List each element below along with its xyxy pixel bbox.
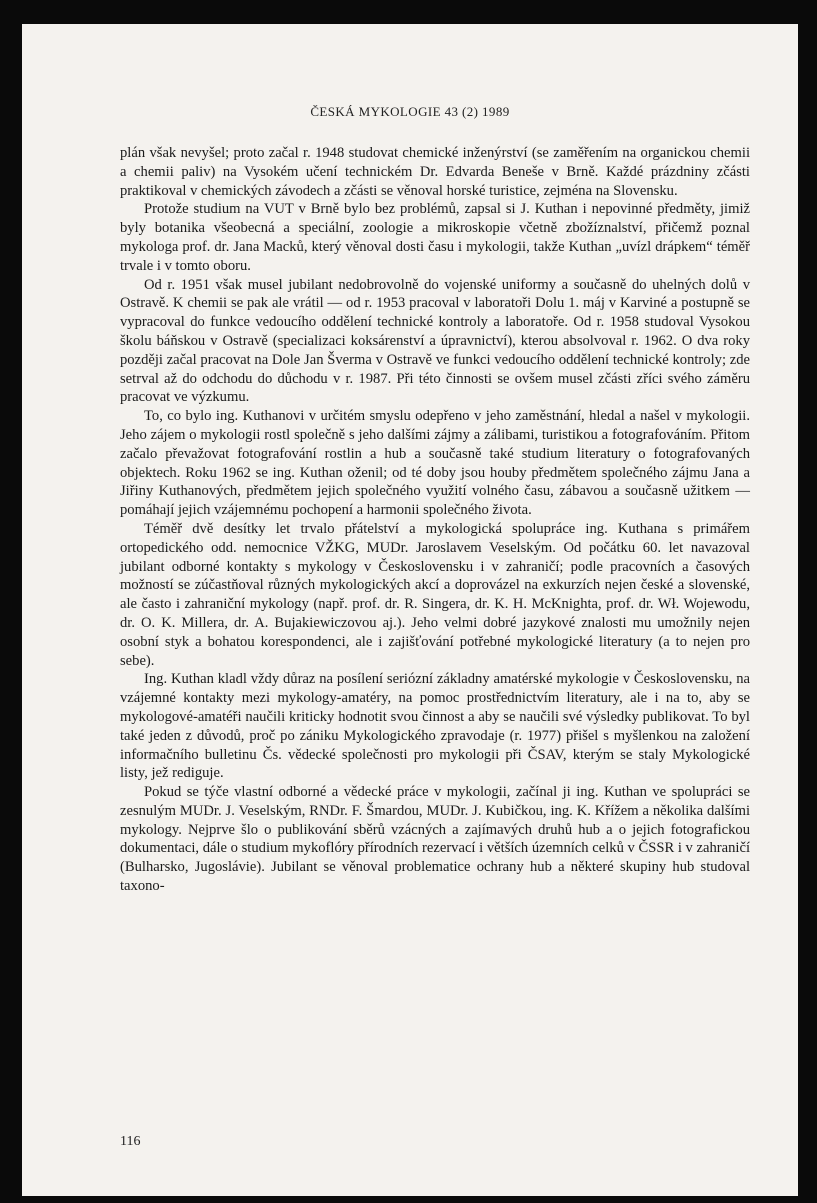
paragraph: To, co bylo ing. Kuthanovi v určitém smyslu odepřeno v jeho zaměstnání, hledal a našel v mykologii. Jeho zájem o mykologii rostl společně s jeho dalšími zájmy a zálibami, turistikou a fotografováním. Přitom začalo převažovat fotografování rostlin a hub a současně také studium literatury o fotografovaných objektech. Roku 1962 se ing. Kuthan oženil; od té doby jsou houby předmětem společného zájmu Jana a Jiřiny Kuthanových, předmětem jejich společného využití volného času, zábavou a současně užitkem — pomáhají jejich vzájemnému pochopení a harmonii společného života.	[120, 408, 750, 519]
paragraph: Od r. 1951 však musel jubilant nedobrovolně do vojenské uniformy a současně do uhelných dolů v Ostravě. K chemii se pak ale vrátil — od r. 1953 pracoval v laboratoři Dolu 1. máj v Karviné a postupně se vypracoval do funkce vedoucího oddělení technické kontroly a laboratoře. Od r. 1958 studoval Vysokou školu báňskou v Ostravě (specializaci koksárenství a úpravnictví), kterou absolvoval r. 1962. O dva roky později začal pracovat na Dole Jan Šverma v Ostravě ve funkci vedoucího oddělení technické kontroly; zde setrval až do odchodu do důchodu v r. 1987. Při této činnosti se ovšem musel zčásti zříci svého záměru pracovat ve výzkumu.	[120, 276, 750, 406]
paragraph: Téměř dvě desítky let trvalo přátelství a mykologická spolupráce ing. Kuthana s primářem ortopedického odd. nemocnice VŽKG, MUDr. Jaroslavem Veselským. Od počátku 60. let navazoval jubilant odborné kontakty s mykology v Československu i v zahraničí; podle pracovních a časových možností se zúčastňoval různých mykologických akcí a doprovázel na exkurzích nejen české a slovenské, ale často i zahraniční mykology (např. prof. dr. R. Singera, dr. K. H. McKnighta, prof. dr. Wł. Wojewodu, dr. O. K. Millera, dr. A. Bujakiewiczovou aj.). Jeho velmi dobré jazykové znalosti mu umožnily nejen osobní styk a bohatou korespondenci, ale i zajišťování potřebné mykologické literatury (a to nejen pro sebe).	[120, 520, 750, 669]
paragraph: Ing. Kuthan kladl vždy důraz na posílení seriózní základny amatérské mykologie v Československu, na vzájemné kontakty mezi mykology-amatéry, na pomoc prostřednictvím literatury, ale i na to, aby se mykologové-amatéři naučili kriticky hodnotit svou činnost a aby se naučili své výsledky publikovat. To byl také jeden z důvodů, proč po zániku Mykologického zpravodaje (r. 1977) přišel s myšlenkou na založení informačního bulletinu Čs. vědecké společnosti pro mykologii při ČSAV, kterým se staly Mykologické listy, jež rediguje.	[120, 671, 750, 782]
paragraph: Pokud se týče vlastní odborné a vědecké práce v mykologii, začínal ji ing. Kuthan ve spolupráci se zesnulým MUDr. J. Veselským, RNDr. F. Šmardou, MUDr. J. Kubičkou, ing. K. Křížem a několika dalšími mykology. Nejprve šlo o publikování sběrů vzácných a zajímavých druhů hub a o jejich fotografickou dokumentaci, dále o studium mykoflóry přírodních rezervací i větších územních celků v ČSSR i v zahraničí (Bulharsko, Jugoslávie). Jubilant se věnoval problematice ochrany hub a některé skupiny hub studoval taxono-	[120, 784, 750, 895]
page-sheet	[22, 24, 798, 1196]
paragraph: plán však nevyšel; proto začal r. 1948 studovat chemické inženýrství (se zaměřením na organickou chemii a chemii paliv) na Vysokém učení technickém Dr. Edvarda Beneše v Brně. Každé prázdniny zčásti praktikoval v chemických závodech a zčásti se věnoval horské turistice, zejména na Slovensku.	[120, 145, 750, 199]
page-number: 116	[120, 1134, 141, 1149]
paragraph: Protože studium na VUT v Brně bylo bez problémů, zapsal si J. Kuthan i nepovinné předměty, jimiž byly botanika všeobecná a speciální, zoologie a mikroskopie včetně zbožíznalství, přičemž poznal mykologa prof. dr. Jana Macků, který věnoval dosti času i mykologii, takže Kuthan „uvízl drápkem“ téměř trvale i v tomto oboru.	[120, 201, 750, 274]
article-body	[120, 144, 750, 896]
running-header: ČESKÁ MYKOLOGIE 43 (2) 1989	[310, 104, 510, 119]
